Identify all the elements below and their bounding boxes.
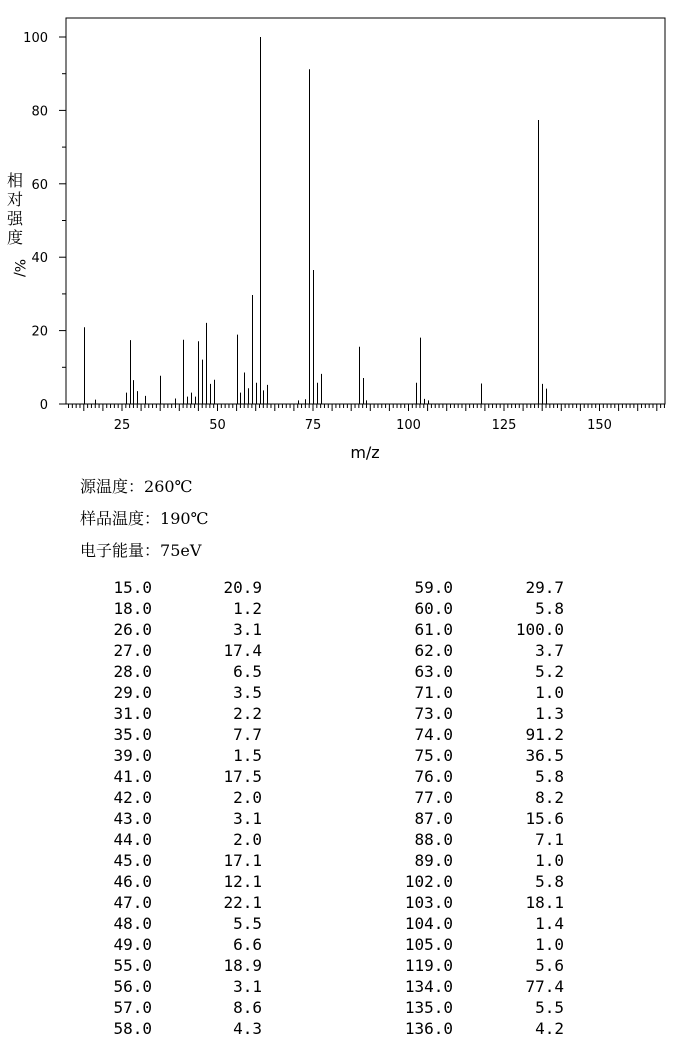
mz-right-cell: 59.0 [414,578,453,597]
intensity-right-cell: 1.0 [535,851,564,870]
mz-left-cell: 46.0 [113,872,152,891]
table-row [0,955,675,976]
table-row [0,766,675,787]
mz-left-cell: 31.0 [113,704,152,723]
mz-left-cell: 18.0 [113,599,152,618]
mz-right-cell: 87.0 [414,809,453,828]
mz-left-cell: 48.0 [113,914,152,933]
intensity-right-cell: 1.3 [535,704,564,723]
x-tick-label: 50 [209,418,226,433]
intensity-right-cell: 5.2 [535,662,564,681]
intensity-left-cell: 3.1 [233,620,262,639]
intensity-left-cell: 7.7 [233,725,262,744]
intensity-right-cell: 3.7 [535,641,564,660]
table-row [0,913,675,934]
intensity-right-cell: 7.1 [535,830,564,849]
intensity-right-cell: 1.4 [535,914,564,933]
intensity-right-cell: 1.0 [535,683,564,702]
mz-right-cell: 104.0 [404,914,453,933]
intensity-left-cell: 6.6 [233,935,262,954]
mz-left-cell: 58.0 [113,1019,152,1038]
intensity-left-cell: 4.3 [233,1019,262,1038]
intensity-right-cell: 5.8 [535,599,564,618]
table-row [0,871,675,892]
source-temperature-value: 260℃ [144,477,193,496]
intensity-right-cell: 29.7 [525,578,564,597]
table-row [0,850,675,871]
y-tick-label: 60 [31,177,48,193]
intensity-left-cell: 2.0 [233,830,262,849]
mz-left-cell: 55.0 [113,956,152,975]
intensity-right-cell: 5.5 [535,998,564,1017]
intensity-left-cell: 1.5 [233,746,262,765]
y-axis-label-char: 对 [6,190,24,209]
y-axis-label-char: 相 [6,171,24,190]
intensity-left-cell: 2.0 [233,788,262,807]
table-row [0,892,675,913]
intensity-left-cell: 6.5 [233,662,262,681]
intensity-right-cell: 91.2 [525,725,564,744]
y-tick-label: 40 [31,251,48,267]
electron-energy-value: 75eV [160,541,202,560]
x-tick-label: 75 [304,418,322,433]
table-row [0,976,675,997]
intensity-right-cell: 36.5 [525,746,564,765]
intensity-right-cell: 4.2 [535,1019,564,1038]
table-row [0,619,675,640]
intensity-left-cell: 3.1 [233,977,262,996]
mz-right-cell: 76.0 [414,767,453,786]
mz-right-cell: 62.0 [414,641,453,660]
mz-right-cell: 102.0 [404,872,453,891]
table-row [0,808,675,829]
mass-spectrum-chart [0,0,675,470]
y-tick-label: 0 [39,398,48,413]
table-row [0,598,675,619]
intensity-left-cell: 20.9 [223,578,262,597]
mz-left-cell: 45.0 [113,851,152,870]
electron-energy [80,538,201,561]
y-axis-label-char: 强 [6,209,24,228]
mz-left-cell: 42.0 [113,788,152,807]
mz-right-cell: 136.0 [404,1019,453,1038]
intensity-left-cell: 17.5 [223,767,262,786]
x-axis-label: m/z [350,443,380,462]
table-row [0,787,675,808]
intensity-right-cell: 5.8 [535,872,564,891]
y-tick-label: 20 [31,324,48,340]
sample-temperature [80,506,208,529]
table-row [0,682,675,703]
intensity-right-cell: 5.6 [535,956,564,975]
y-tick-label: 100 [23,31,48,46]
x-tick-label: 100 [396,418,421,433]
mz-right-cell: 135.0 [404,998,453,1017]
intensity-left-cell: 22.1 [223,893,262,912]
sample-temperature-label: 样品温度： [80,509,161,528]
y-tick-label: 80 [31,104,48,120]
intensity-left-cell: 5.5 [233,914,262,933]
intensity-left-cell: 8.6 [233,998,262,1017]
intensity-right-cell: 8.2 [535,788,564,807]
table-row [0,640,675,661]
mz-right-cell: 88.0 [414,830,453,849]
table-row [0,997,675,1018]
y-axis-label-char: 度 [6,228,24,247]
table-row [0,745,675,766]
mz-right-cell: 74.0 [414,725,453,744]
intensity-left-cell: 3.1 [233,809,262,828]
mz-left-cell: 35.0 [113,725,152,744]
x-tick-label: 150 [587,418,612,433]
chart-axes [7,18,665,462]
table-row [0,661,675,682]
mz-left-cell: 27.0 [113,641,152,660]
intensity-right-cell: 15.6 [525,809,564,828]
intensity-left-cell: 1.2 [233,599,262,618]
mz-left-cell: 28.0 [113,662,152,681]
intensity-left-cell: 3.5 [233,683,262,702]
mz-right-cell: 77.0 [414,788,453,807]
x-tick-label: 125 [491,418,517,433]
mz-left-cell: 47.0 [113,893,152,912]
table-row [0,934,675,955]
mz-right-cell: 71.0 [414,683,453,702]
electron-energy-label: 电子能量： [80,541,161,560]
mz-left-cell: 44.0 [113,830,152,849]
plot-frame [66,18,665,404]
mz-right-cell: 73.0 [414,704,453,723]
mz-right-cell: 63.0 [414,662,453,681]
x-tick-label: 25 [113,418,131,433]
table-row [0,703,675,724]
mz-left-cell: 29.0 [113,683,152,702]
mz-right-cell: 103.0 [404,893,453,912]
source-temperature [80,474,192,497]
mz-left-cell: 57.0 [113,998,152,1017]
intensity-left-cell: 18.9 [223,956,262,975]
source-temperature-label: 源温度： [80,477,145,496]
mz-right-cell: 105.0 [404,935,453,954]
table-row [0,724,675,745]
mz-left-cell: 43.0 [113,809,152,828]
intensity-right-cell: 100.0 [515,620,564,639]
y-axis-unit: %/ [11,258,27,278]
intensity-right-cell: 1.0 [535,935,564,954]
mz-left-cell: 49.0 [113,935,152,954]
mz-right-cell: 61.0 [414,620,453,639]
mz-right-cell: 75.0 [414,746,453,765]
intensity-left-cell: 12.1 [223,872,262,891]
mz-right-cell: 60.0 [414,599,453,618]
mz-left-cell: 41.0 [113,767,152,786]
table-row [0,829,675,850]
mz-left-cell: 26.0 [113,620,152,639]
mz-right-cell: 89.0 [414,851,453,870]
intensity-left-cell: 2.2 [233,704,262,723]
mz-left-cell: 39.0 [113,746,152,765]
mz-right-cell: 119.0 [404,956,453,975]
intensity-left-cell: 17.4 [223,641,262,660]
table-row [0,1018,675,1039]
mz-right-cell: 134.0 [404,977,453,996]
table-row [0,577,675,598]
mz-left-cell: 15.0 [113,578,152,597]
intensity-right-cell: 18.1 [525,893,564,912]
chart-peaks [85,37,547,404]
intensity-right-cell: 5.8 [535,767,564,786]
mz-left-cell: 56.0 [113,977,152,996]
intensity-left-cell: 17.1 [223,851,262,870]
intensity-right-cell: 77.4 [525,977,564,996]
sample-temperature-value: 190℃ [160,509,209,528]
